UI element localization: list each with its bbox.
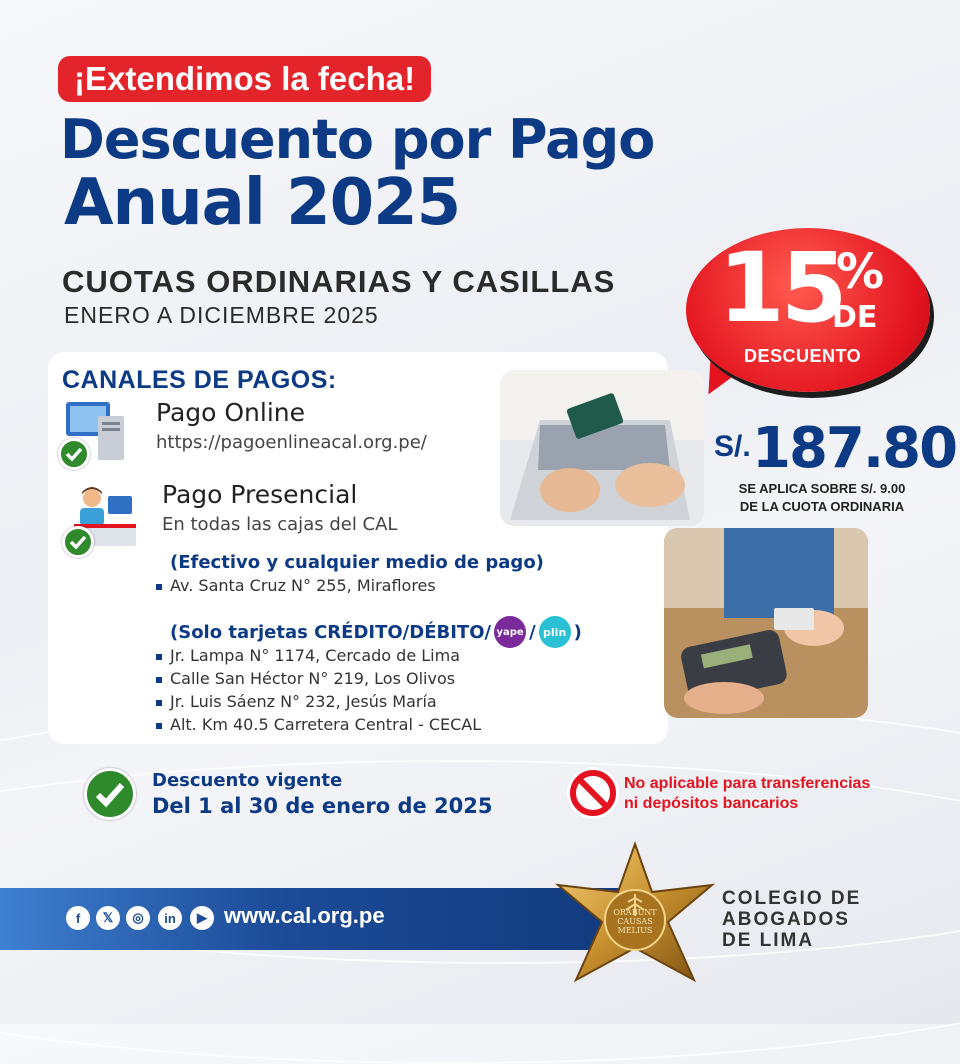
address-item: Calle San Héctor N° 219, Los Olivos: [156, 669, 455, 688]
youtube-icon[interactable]: ▶: [190, 906, 214, 930]
period: ENERO A DICIEMBRE 2025: [64, 302, 379, 328]
facebook-icon[interactable]: f: [66, 906, 90, 930]
not-applicable-note: No aplicable para transferencias ni depósitos bancarios: [624, 775, 871, 812]
in-person-title: Pago Presencial: [162, 480, 358, 509]
discount-de: DE: [832, 300, 878, 335]
check-icon: [58, 438, 90, 470]
subtitle: CUOTAS ORDINARIAS Y CASILLAS: [62, 264, 616, 299]
validity-dates: Del 1 al 30 de enero de 2025: [152, 794, 493, 818]
currency: S/.: [714, 430, 751, 463]
discount-amount: 187.80: [752, 416, 957, 481]
organization-name: COLEGIO DE ABOGADOS DE LIMA: [722, 888, 862, 951]
instagram-icon[interactable]: ◎: [126, 906, 150, 930]
yape-icon: yape: [494, 616, 526, 648]
address-item: Jr. Lampa N° 1174, Cercado de Lima: [156, 646, 460, 665]
address-item: Av. Santa Cruz N° 255, Miraflores: [156, 576, 436, 595]
validity-label: Descuento vigente: [152, 770, 343, 791]
plin-icon: plin: [539, 616, 571, 648]
channels-heading: CANALES DE PAGOS:: [62, 366, 337, 394]
online-title: Pago Online: [156, 398, 306, 427]
seal-text: ORABUNT CAUSAS MELIUS: [613, 908, 657, 935]
validity-check-icon: [84, 768, 136, 820]
cash-note: (Efectivo y cualquier medio de pago): [170, 552, 544, 573]
discount-percent: 15: [718, 232, 844, 344]
percent-sign: %: [836, 244, 885, 300]
website-link[interactable]: www.cal.org.pe: [224, 903, 385, 928]
address-item: Alt. Km 40.5 Carretera Central - CECAL: [156, 715, 481, 734]
card-note: (Solo tarjetas CRÉDITO/DÉBITO/ yape / plin ): [170, 616, 582, 648]
address-item: Jr. Luis Sáenz N° 232, Jesús María: [156, 692, 437, 711]
x-icon[interactable]: 𝕏: [96, 906, 120, 930]
online-payment-photo: [500, 370, 704, 526]
extended-date-badge: ¡Extendimos la fecha!: [58, 56, 431, 102]
title-line-1: Descuento por Pago: [60, 108, 655, 171]
applies-note: SE APLICA SOBRE S/. 9.00 DE LA CUOTA ORDINARIA: [738, 481, 906, 514]
linkedin-icon[interactable]: in: [158, 906, 182, 930]
prohibited-icon: [566, 766, 620, 820]
check-icon: [62, 526, 94, 558]
card-terminal-photo: [664, 528, 868, 718]
discount-label: DESCUENTO: [744, 346, 862, 366]
online-url[interactable]: https://pagoenlineacal.org.pe/: [156, 432, 427, 453]
in-person-subtitle: En todas las cajas del CAL: [162, 514, 398, 535]
title-line-2: Anual 2025: [64, 166, 461, 240]
